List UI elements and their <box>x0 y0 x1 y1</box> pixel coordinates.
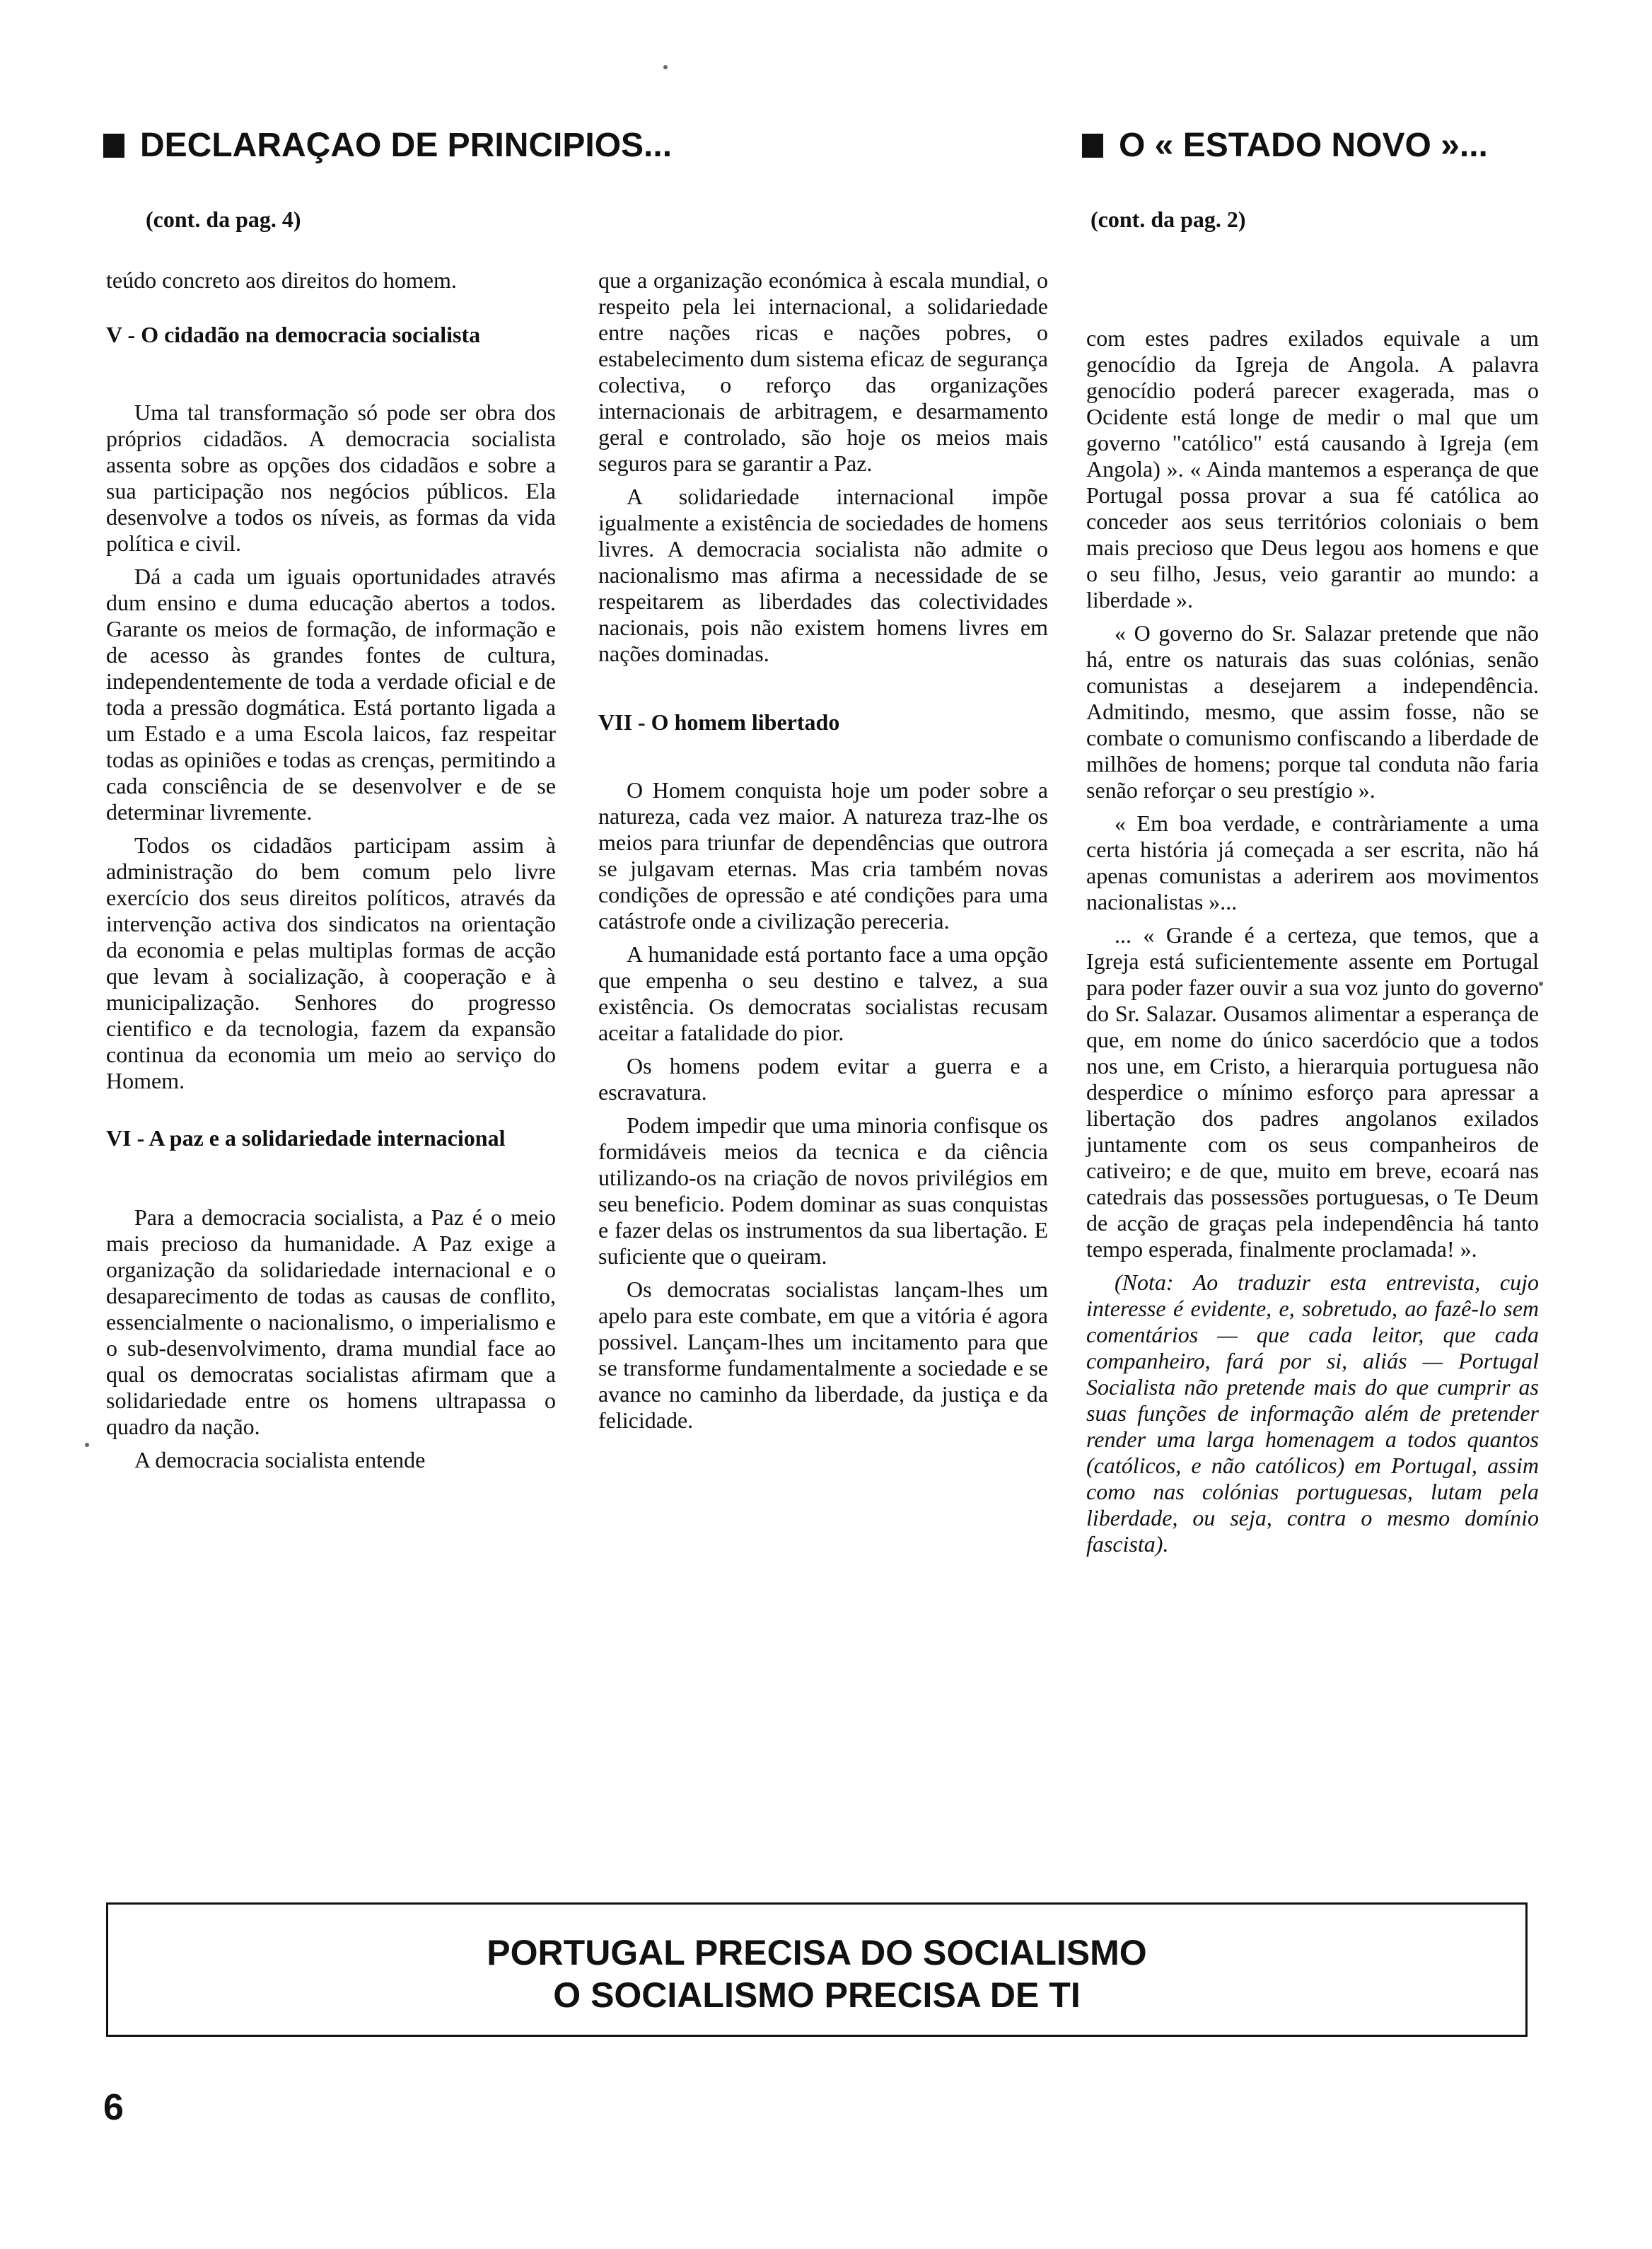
paragraph: Podem impedir que uma minoria confisque os formidáveis meios da tecnica e da ciência utilizando-os na criação de novos privilégios em seu beneficio. Podem dominar as suas conquistas e fazer delas os instrumentos da sua libertação. E suficiente que o queiram. <box>598 1112 1048 1269</box>
right-article-title-text: O « ESTADO NOVO »... <box>1119 127 1488 164</box>
paragraph: Os democratas socialistas lançam-lhes um apelo para este combate, em que a vitória é agora possivel. Lançam-lhes um incitamento para que se transforme fundamentalmente a sociedade e se avance no caminho da liberdade, da justiça e da felicidade. <box>598 1277 1048 1433</box>
column-right <box>1086 325 1539 1564</box>
paragraph: Uma tal transformação só pode ser obra dos próprios cidadãos. A democracia socialista assenta sobre as opções dos cidadãos e sobre a sua participação nos negócios públicos. Ela desenvolve a todos os níveis, as formas da vida política e civil. <box>106 400 556 556</box>
paragraph: Os homens podem evitar a guerra e a escravatura. <box>598 1053 1048 1105</box>
paragraph: Para a democracia socialista, a Paz é o meio mais precioso da humanidade. A Paz exige a organização da solidariedade internacional e o desaparecimento de todas as causas de conflito, essencialmente o nacionalismo, o imperialismo e o sub-desenvolvimento, drama mundial face ao qual os democratas socialistas afirmam que a solidariedade entre os homens ultrapassa o quadro da nação. <box>106 1204 556 1439</box>
paragraph: A solidariedade internacional impõe igualmente a existência de sociedades de homens livres. A democracia socialista não admite o nacionalismo mas afirma a necessidade de se respeitarem as liberdades das colectividades nacionais, pois não existem homens livres em nações dominadas. <box>598 484 1048 666</box>
scan-speck <box>663 65 668 69</box>
paragraph: « Em boa verdade, e contràriamente a uma certa história já começada a ser escrita, não há apenas comunistas a aderirem aos movimentos nacionalistas »... <box>1086 810 1539 914</box>
paragraph: teúdo concreto aos direitos do homem. <box>106 267 457 293</box>
paragraph: Todos os cidadãos participam assim à administração do bem comum pelo livre exercício dos seus direitos políticos, através da intervenção activa dos sindicatos na orientação da economia e pelas multiplas formas de acção que levam à socialização, à cooperação e à municipalização. Senhores do progresso cientifico e da tecnologia, fazem da expansão continua da economia um meio ao serviço do Homem. <box>106 832 556 1093</box>
right-article-title <box>1082 126 1488 165</box>
paragraph: A humanidade está portanto face a uma opção que empenha o seu destino e talvez, a sua existência. Os democratas socialistas recusam aceitar a fatalidade do pior. <box>598 941 1048 1045</box>
right-continued-note: (cont. da pag. 2) <box>1090 207 1246 232</box>
paragraph: Dá a cada um iguais oportunidades através dum ensino e duma educação abertos a todos. Garante os meios de formação, de informação e de acesso às grandes fontes de cultura, independentemente de toda a verdade oficial e de toda a pressão dogmática. Está portanto ligada a um Estado e a uma Escola laicos, faz respeitar todas as opiniões e todas as crenças, permitindo a cada consciência de se desenvolver e de se determinar livremente. <box>106 564 556 825</box>
square-bullet-icon <box>103 134 124 158</box>
column-left <box>106 267 556 1480</box>
square-bullet-icon <box>1082 134 1103 158</box>
page-number: 6 <box>103 2087 124 2128</box>
paragraph: A democracia socialista entende <box>134 1447 426 1472</box>
left-article-title-text: DECLARAÇAO DE PRINCIPIOS... <box>140 127 673 164</box>
paragraph: O Homem conquista hoje um poder sobre a natureza, cada vez maior. A natureza traz-lhe os meios para triunfar de dependências que outrora se julgavam eternas. Mas cria também novas condições de opressão e até condições para uma catástrofe onde a civilização pereceria. <box>598 777 1048 934</box>
slogan-box <box>106 1902 1528 2037</box>
column-middle <box>598 267 1048 1441</box>
section-heading: V - O cidadão na democracia socialista <box>106 322 481 347</box>
slogan-line-1: PORTUGAL PRECISA DO SOCIALISMO <box>487 1933 1147 1972</box>
paragraph: ... « Grande é a certeza, que temos, que a Igreja está suficientemente assente em Portugal para poder fazer ouvir a sua voz junto do governo do Sr. Salazar. Ousamos alimentar a esperança de que, em nome do único sacerdócio que a todos nos une, em Cristo, a hierarquia portuguesa não desperdice o mínimo esforço para apressar a libertação dos padres angolanos exilados juntamente com os seus companheiros de cativeiro; e de que, muito em breve, ecoará nas catedrais das possessões portuguesas, o Te Deum de acção de graças pela independência há tanto tempo esperada, finalmente proclamada! ». <box>1086 922 1539 1262</box>
paragraph: com estes padres exilados equivale a um genocídio da Igreja de Angola. A palavra genocídio poderá parecer exagerada, mas o Ocidente está longe de medir o mal que um governo "católico" está causando à Igreja (em Angola) ». « Ainda mantemos a esperança de que Portugal possa provar a sua fé católica ao conceder aos seus territórios coloniais o bem mais precioso que Deus legou aos homens e que o seu filho, Jesus, veio garantir ao mundo: a liberdade ». <box>1086 325 1539 612</box>
section-heading: VI - A paz e a solidariedade internacional <box>106 1125 506 1151</box>
paragraph: que a organização económica à escala mundial, o respeito pela lei internacional, a solidariedade entre nações ricas e nações pobres, o estabelecimento dum sistema eficaz de segurança colectiva, o reforço das organizações internacionais de arbitragem, e desarmamento geral e controlado, são hoje os meios mais seguros para se garantir a Paz. <box>598 267 1048 476</box>
slogan-line-2: O SOCIALISMO PRECISA DE TI <box>553 1975 1081 2015</box>
left-continued-note: (cont. da pag. 4) <box>146 207 301 232</box>
paragraph: « O governo do Sr. Salazar pretende que não há, entre os naturais das suas colónias, senão comunistas a desejarem a independência. Admitindo, mesmo, que assim fosse, não se combate o comunismo confiscando a liberdade de milhões de homens; porque tal conduta não faria senão reforçar o seu prestígio ». <box>1086 620 1539 803</box>
left-article-title <box>103 126 672 165</box>
editor-note: (Nota: Ao traduzir esta entrevista, cujo interesse é evidente, e, sobretudo, ao fazê-lo sem comentários — que cada leitor, que cada companheiro, fará por si, aliás — Portugal Socialista não pretende mais do que cumprir as suas funções de informação além de pretender render uma larga homenagem a todos quantos (católicos, e não católicos) em Portugal, assim como nas colónias portuguesas, lutam pela liberdade, ou seja, contra o mesmo domínio fascista). <box>1086 1269 1539 1557</box>
scan-speck <box>85 1443 89 1447</box>
section-heading: VII - O homem libertado <box>598 709 840 735</box>
scan-speck <box>1539 982 1543 986</box>
